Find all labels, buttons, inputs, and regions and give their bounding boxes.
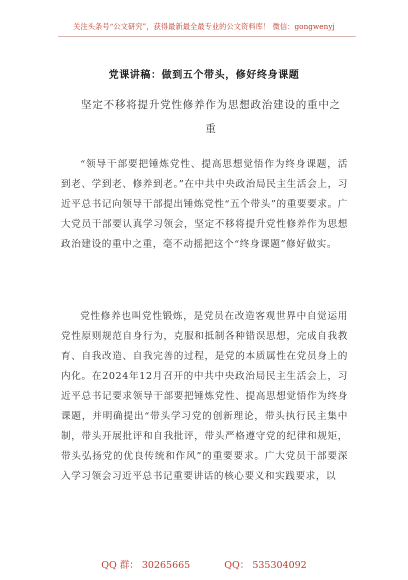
- body-paragraph-1: “领导干部要把锤炼党性、提高思想觉悟作为终身课题，活到老、学到老、修养到老。”在中共中央政治局民主生活会上，习近平总书记向领导干部提出锤炼党性“五个带头”的重要要求。广大党员干部要认真学习领会，坚定不移将提升党性修养作为思想政治建设的重中之重，毫不动摇把这个“终身课题”修好做实。: [61, 159, 348, 250]
- document-title: 党课讲稿：做到五个带头，修好终身课题: [108, 70, 300, 81]
- body-paragraph-2: 党性修养也叫党性锻炼，是党员在改造客观世界中自觉运用党性原则规范自身行为，克服和抵制各种错误思想，完成自我教育、自我改造、自我完善的过程，是党的本质属性在党员身上的内化。在2024年12月召开的中共中央政治局民主生活会上，习近平总书记要求领导干部要把锤炼党性、提高思想觉悟作为终身课题，并明确提出“带头学习党的创新理论，带头执行民主集中制，带头开展批评和自我批评，带头严格遵守党的纪律和规矩，带头弘扬党的优良传统和作风”的重要要求。广大党员干部要深入学习领会习近平总书记重要讲话的核心要义和实践要求，以: [61, 311, 348, 482]
- header-banner: 关注头条号“公文研究”，获得最新最全最专业的公文资料库！ 微信：gongwenyj: [73, 22, 335, 31]
- footer-contacts: [0, 557, 408, 571]
- header-divider: [58, 36, 356, 37]
- footer-qq-group: QQ 群： 30265665: [101, 560, 191, 571]
- document-subtitle: 坚定不移将提升党性修养作为思想政治建设的重中之重: [81, 99, 341, 135]
- footer-qq: QQ： 535304092: [224, 560, 307, 571]
